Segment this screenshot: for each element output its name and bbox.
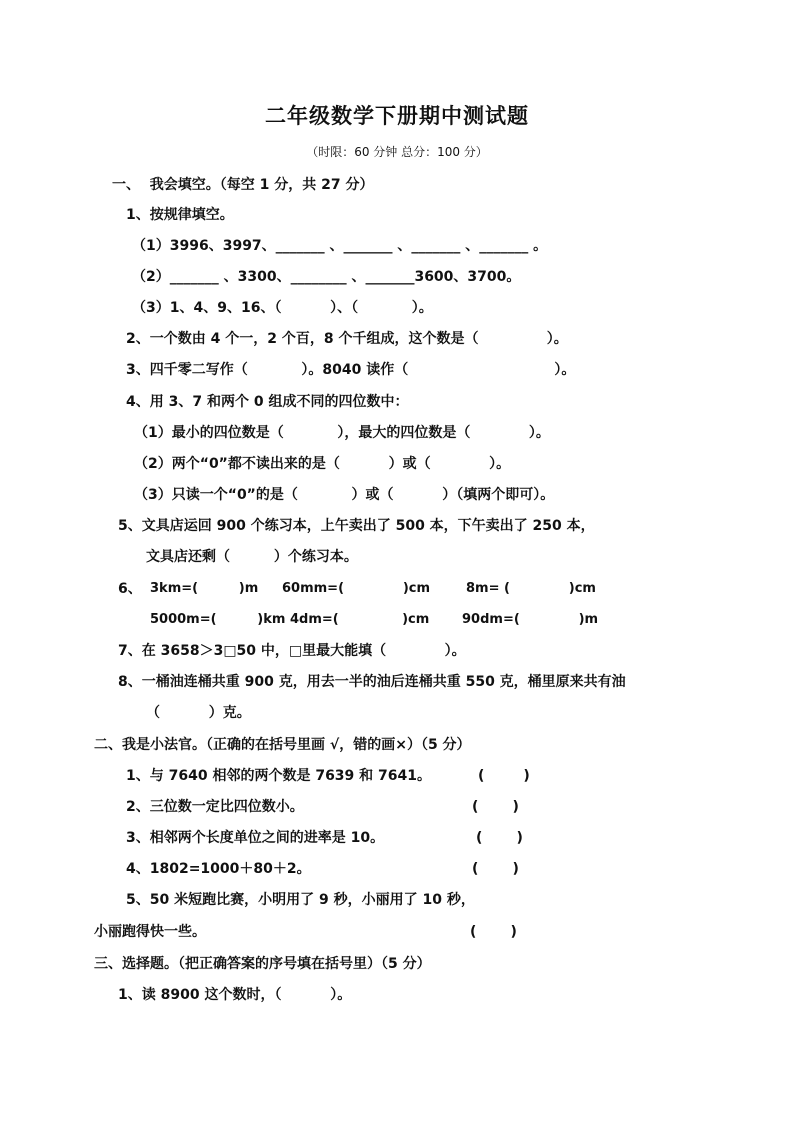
choice-question-1: 1、读 8900 这个数时，（ ）。 xyxy=(118,987,352,1003)
question-7: 7、在 3658＞3□50 中，□里最大能填（ ）。 xyxy=(118,643,466,659)
question-8-line1: 8、一桶油连桶共重 900 克，用去一半的油后连桶共重 550 克，桶里原来共有油 xyxy=(118,674,626,690)
section1-heading: 一、 我会填空。（每空 1 分，共 27 分） xyxy=(112,177,374,193)
question-8-line2: （ ）克。 xyxy=(146,705,251,721)
question-4: 4、用 3、7 和两个 0 组成不同的四位数中： xyxy=(126,394,409,410)
judge-statement: 1、与 7640 相邻的两个数是 7639 和 7641。 xyxy=(126,768,432,784)
answer-paren: ( ) xyxy=(478,768,530,784)
question-3: 3、四千零二写作（ ）。8040 读作（ ）。 xyxy=(126,362,576,378)
question-1-1: （1）3996、3997、_______ 、_______ 、_______ 、_______ 。 xyxy=(132,238,548,254)
question-4-2: （2）两个“0”都不读出来的是（ ）或（ ）。 xyxy=(134,456,511,472)
judge-statement: 2、三位数一定比四位数小。 xyxy=(126,799,304,815)
question-5-line1: 5、文具店运回 900 个练习本，上午卖出了 500 本，下午卖出了 250 本， xyxy=(118,518,595,534)
question-4-1: （1）最小的四位数是（ ），最大的四位数是（ ）。 xyxy=(134,425,550,441)
question-1: 1、按规律填空。 xyxy=(126,207,234,223)
answer-paren: ( ) xyxy=(472,799,519,815)
exam-time-score: （时限：60 分钟 总分：100 分） xyxy=(306,145,488,159)
judge-statement: 3、相邻两个长度单位之间的进率是 10。 xyxy=(126,830,385,846)
conversion-item: 4dm=( )cm xyxy=(290,612,430,627)
judge-statement: 5、50 米短跑比赛，小明用了 9 秒，小丽用了 10 秒， xyxy=(126,892,475,908)
answer-paren: ( ) xyxy=(476,830,523,846)
question-5-line2: 文具店还剩（ ）个练习本。 xyxy=(146,549,358,565)
conversion-item: 90dm=( )m xyxy=(462,612,599,627)
judge-statement: 4、1802=1000＋80＋2。 xyxy=(126,861,311,877)
answer-paren: ( ) xyxy=(472,861,519,877)
conversion-item: 60mm=( )cm xyxy=(282,581,431,596)
question-6-label: 6、 xyxy=(118,581,142,597)
section2-heading: 二、我是小法官。（正确的在括号里画 √，错的画×）（5 分） xyxy=(94,737,471,753)
answer-paren: ( ) xyxy=(470,924,517,940)
question-4-3: （3）只读一个“0”的是（ ）或（ ）（填两个即可）。 xyxy=(134,487,555,503)
judge-statement: 小丽跑得快一些。 xyxy=(94,924,206,940)
question-2: 2、一个数由 4 个一，2 个百，8 个千组成，这个数是（ ）。 xyxy=(126,331,568,347)
page-title: 二年级数学下册期中测试题 xyxy=(265,104,529,128)
question-1-2: （2）_______ 、3300、________ 、_______3600、3700。 xyxy=(132,269,521,285)
conversion-item: 3km=( )m xyxy=(150,581,259,596)
question-1-3: （3）1、4、9、16、（ ）、（ ）。 xyxy=(132,300,433,316)
section3-heading: 三、选择题。（把正确答案的序号填在括号里）（5 分） xyxy=(94,956,431,972)
conversion-item: 5000m=( )km xyxy=(150,612,286,627)
conversion-item: 8m= ( )cm xyxy=(466,581,596,596)
